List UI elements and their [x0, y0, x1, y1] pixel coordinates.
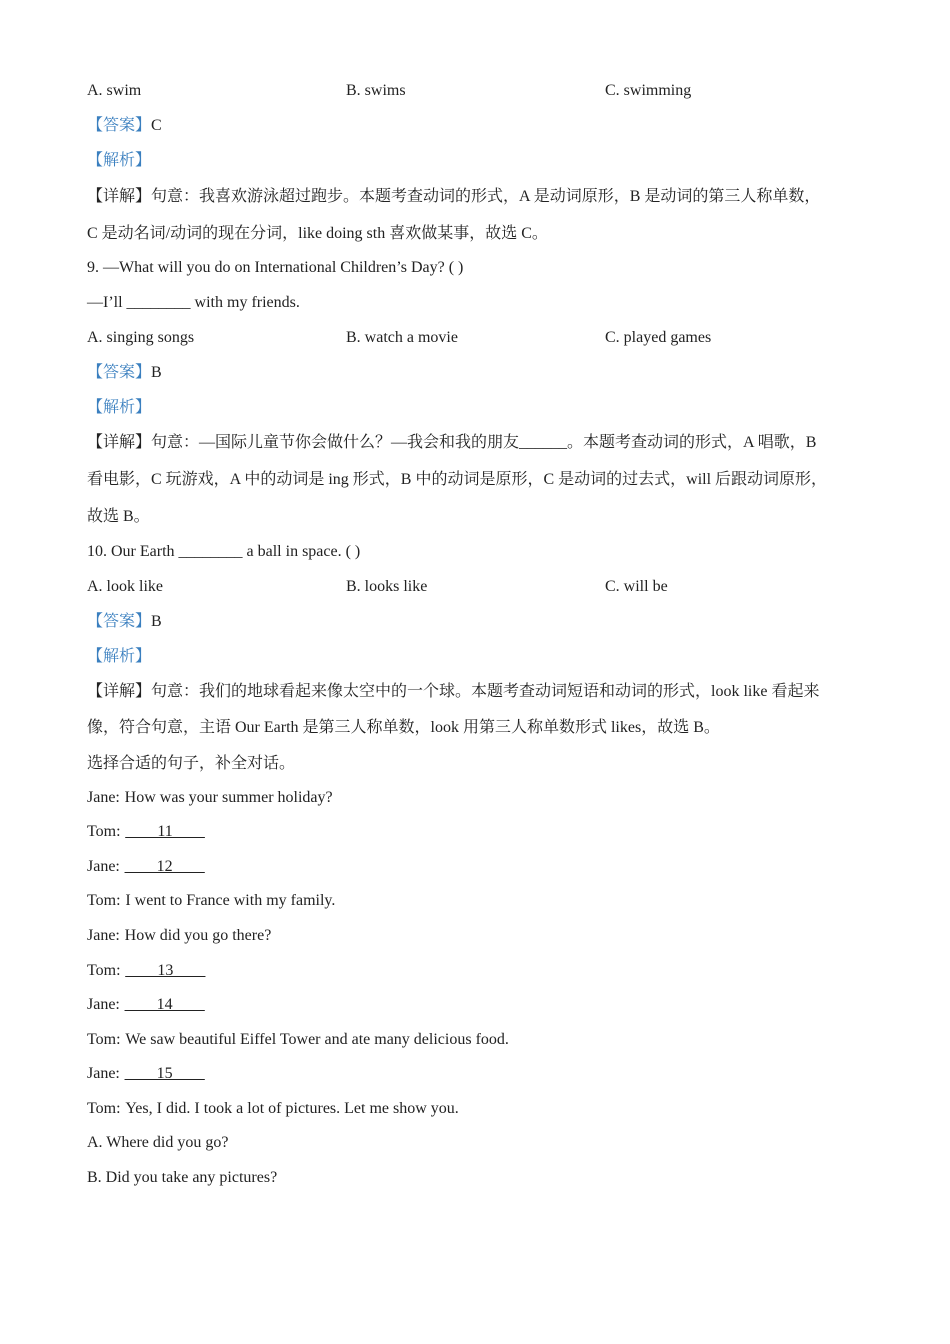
q9-detail-line-2: 看电影，C 玩游戏，A 中的动词是 ing 形式，B 中的动词是原形，C 是动词的过去式，will 后跟动词原形，: [87, 471, 828, 488]
analysis-tag: 【解析】: [87, 648, 152, 665]
q8-option-b: B. swims: [346, 82, 406, 99]
q9-analysis-line: [87, 398, 151, 418]
dialogue-line: [87, 926, 271, 946]
q8-analysis-line: [87, 151, 151, 171]
dialogue-text: Yes, I did. I took a lot of pictures. Let me show you.: [125, 1100, 459, 1117]
dialogue-line: [87, 1030, 509, 1050]
dialogue-line: [87, 788, 333, 808]
q10-option-c: C. will be: [605, 578, 668, 595]
choice-a: A. Where did you go?: [87, 1134, 229, 1151]
speaker: Tom:: [87, 1031, 121, 1048]
dialogue-line: [87, 1064, 205, 1084]
q9-detail-line-1: [87, 433, 816, 453]
dialogue-text: How was your summer holiday?: [124, 789, 333, 806]
speaker: Jane:: [87, 858, 120, 875]
dialogue-line: [87, 857, 205, 877]
dialogue-line: [87, 891, 335, 911]
q8-detail-line-2: C 是动名词/动词的现在分词，like doing sth 喜欢做某事，故选 C。: [87, 225, 548, 242]
dialogue-line: [87, 995, 205, 1015]
q9-question: 9. —What will you do on International Children’s Day? ( ): [87, 259, 464, 276]
speaker: Jane:: [87, 1065, 120, 1082]
q9-answer-line: [87, 363, 162, 383]
speaker: Tom:: [87, 1100, 121, 1117]
detail-tag: 【详解】: [87, 434, 152, 451]
answer-tag: 【答案】: [87, 117, 152, 134]
q8-detail-text-1: 句意：我喜欢游泳超过跑步。本题考查动词的形式，A 是动词原形，B 是动词的第三人称单数，: [151, 188, 821, 205]
q10-detail-line-1: [87, 682, 819, 702]
q9-line-2: —I’ll ________ with my friends.: [87, 294, 300, 311]
blank-12: ____12____: [124, 858, 205, 875]
q8-option-a: A. swim: [87, 82, 142, 99]
answer-tag: 【答案】: [87, 613, 152, 630]
speaker: Tom:: [87, 962, 121, 979]
dialogue-line: [87, 1099, 459, 1119]
q10-analysis-line: [87, 647, 151, 667]
blank-11: ____11____: [125, 823, 205, 840]
q10-answer: B: [151, 613, 162, 630]
answer-tag: 【答案】: [87, 364, 152, 381]
blank-15: ____15____: [124, 1065, 205, 1082]
detail-tag: 【详解】: [87, 188, 152, 205]
q9-option-a: A. singing songs: [87, 329, 195, 346]
q9-option-c: C. played games: [605, 329, 712, 346]
choice-b: B. Did you take any pictures?: [87, 1169, 278, 1186]
dialogue-text: I went to France with my family.: [125, 892, 336, 909]
q9-detail-line-3: 故选 B。: [87, 508, 150, 525]
dialogue-instruction: 选择合适的句子，补全对话。: [87, 755, 296, 772]
dialogue-text: We saw beautiful Eiffel Tower and ate many delicious food.: [125, 1031, 509, 1048]
q10-detail-line-2: 像，符合句意，主语 Our Earth 是第三人称单数，look 用第三人称单数形式 likes，故选 B。: [87, 719, 720, 736]
q8-detail-line-1: [87, 187, 820, 207]
analysis-tag: 【解析】: [87, 399, 152, 416]
speaker: Tom:: [87, 823, 121, 840]
detail-tag: 【详解】: [87, 683, 152, 700]
q10-option-b: B. looks like: [346, 578, 428, 595]
speaker: Jane:: [87, 927, 120, 944]
q8-answer: C: [151, 117, 162, 134]
analysis-tag: 【解析】: [87, 152, 152, 169]
q8-option-c: C. swimming: [605, 82, 692, 99]
q9-detail-text-1: 句意：—国际儿童节你会做什么？—我会和我的朋友______。本题考查动词的形式，A 唱歌，B: [151, 434, 817, 451]
speaker: Tom:: [87, 892, 121, 909]
q9-option-b: B. watch a movie: [346, 329, 458, 346]
blank-14: ____14____: [124, 996, 205, 1013]
q10-answer-line: [87, 612, 162, 632]
blank-13: ____13____: [125, 962, 206, 979]
dialogue-text: How did you go there?: [124, 927, 272, 944]
speaker: Jane:: [87, 789, 120, 806]
dialogue-line: [87, 822, 205, 842]
q10-question: 10. Our Earth ________ a ball in space. ( ): [87, 543, 361, 560]
speaker: Jane:: [87, 996, 120, 1013]
q9-answer: B: [151, 364, 162, 381]
q8-answer-line: [87, 116, 162, 136]
q10-option-a: A. look like: [87, 578, 163, 595]
dialogue-line: [87, 961, 205, 981]
q10-detail-text-1: 句意：我们的地球看起来像太空中的一个球。本题考查动词短语和动词的形式，look like 看起来: [151, 683, 820, 700]
